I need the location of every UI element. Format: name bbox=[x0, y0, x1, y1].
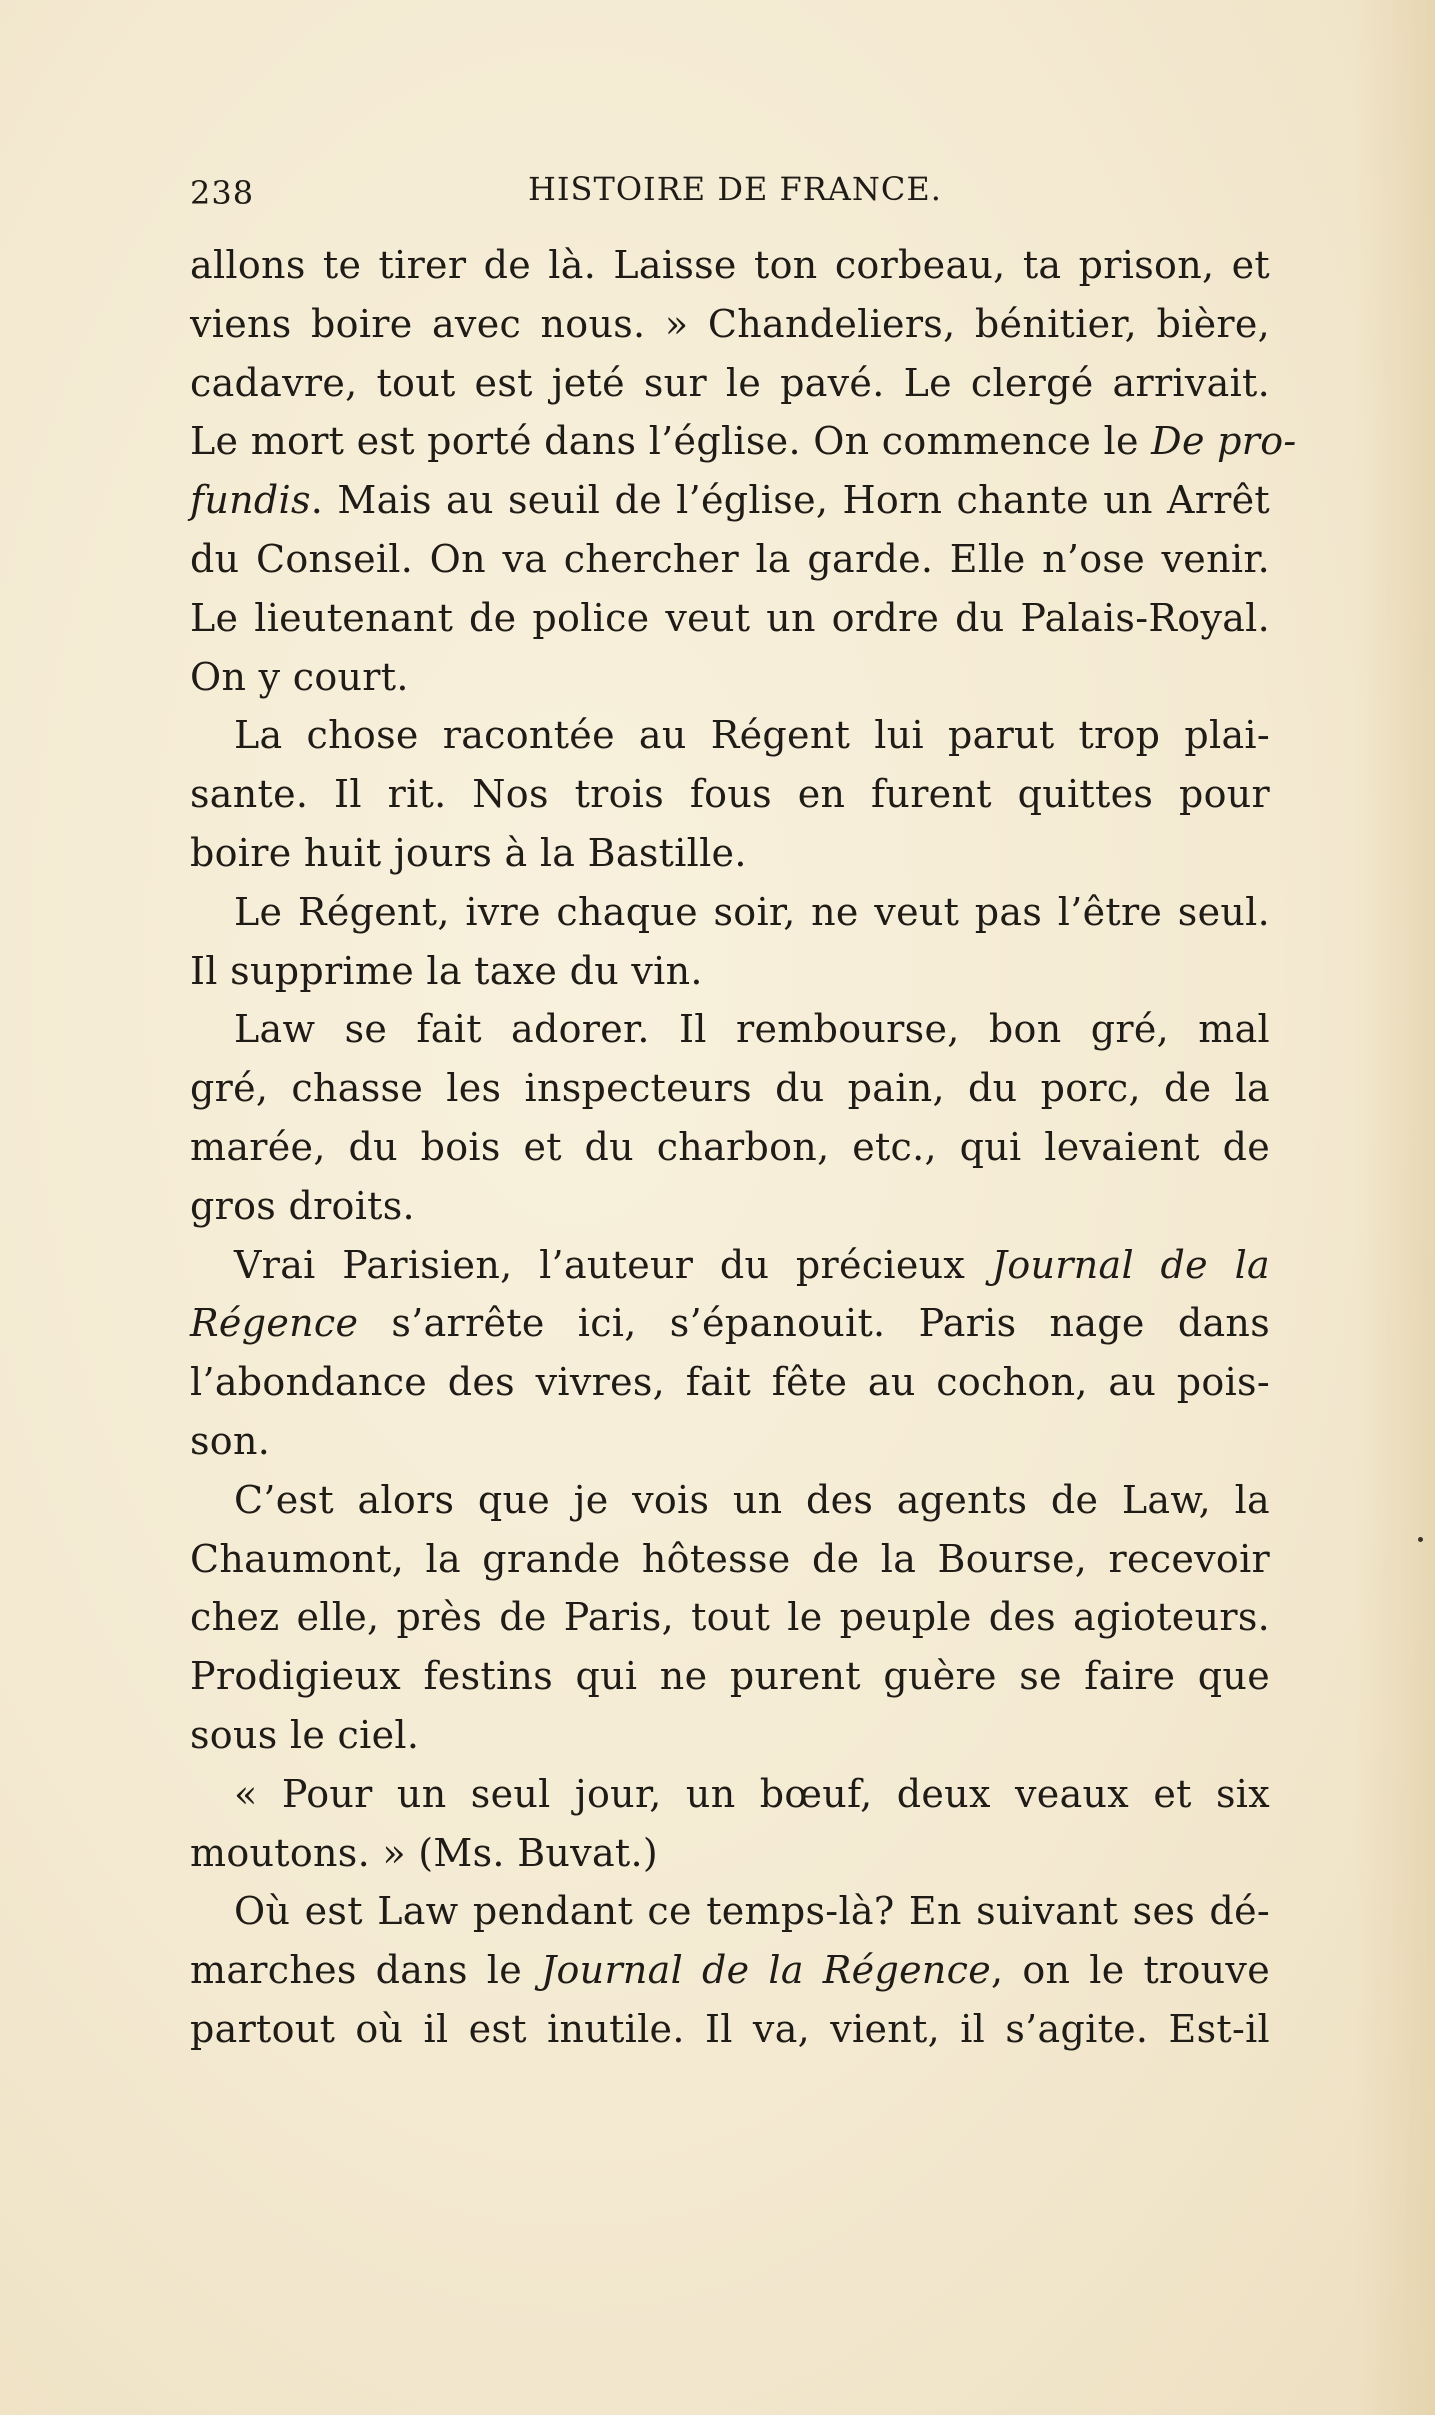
text-line: viens boire avec nous. » Chandeliers, bénitier, bière, bbox=[190, 301, 1270, 346]
text-line: marée, du bois et du charbon, etc., qui levaient de bbox=[190, 1124, 1270, 1169]
text-line: du Conseil. On va chercher la garde. Elle n’ose venir. bbox=[190, 536, 1270, 581]
text-line: fundis. Mais au seuil de l’église, Horn chante un Arrêt bbox=[190, 478, 1270, 523]
running-head bbox=[190, 170, 1270, 220]
text-line: sante. Il rit. Nos trois fous en furent quittes pour bbox=[190, 772, 1270, 817]
body-text bbox=[190, 236, 1297, 2059]
text-line: Prodigieux festins qui ne purent guère se faire que bbox=[190, 1654, 1270, 1699]
text-line: son. bbox=[190, 1418, 271, 1463]
text-line: Régence s’arrête ici, s’épanouit. Paris nage dans bbox=[190, 1301, 1270, 1346]
paper-speck bbox=[1418, 1537, 1423, 1542]
text-line: l’abondance des vivres, fait fête au cochon, au pois- bbox=[190, 1360, 1270, 1405]
text-line: La chose racontée au Régent lui parut trop plai- bbox=[234, 713, 1270, 758]
text-line: Chaumont, la grande hôtesse de la Bourse, recevoir bbox=[190, 1536, 1270, 1581]
text-line: moutons. » (Ms. Buvat.) bbox=[190, 1830, 658, 1875]
text-line: Le lieutenant de police veut un ordre du Palais-Royal. bbox=[190, 595, 1270, 640]
text-line: gré, chasse les inspecteurs du pain, du porc, de la bbox=[190, 1066, 1270, 1111]
text-line: marches dans le Journal de la Régence, on le trouve bbox=[190, 1948, 1270, 1993]
text-line: cadavre, tout est jeté sur le pavé. Le clergé arrivait. bbox=[190, 360, 1270, 405]
text-line: allons te tirer de là. Laisse ton corbeau, ta prison, et bbox=[190, 243, 1270, 287]
text-line: gros droits. bbox=[190, 1183, 415, 1228]
text-line: Où est Law pendant ce temps-là? En suivant ses dé- bbox=[234, 1889, 1270, 1934]
text-line: Il supprime la taxe du vin. bbox=[190, 948, 703, 993]
text-line: Le mort est porté dans l’église. On commence le De pro- bbox=[190, 419, 1297, 464]
text-line: boire huit jours à la Bastille. bbox=[190, 830, 747, 875]
text-line: sous le ciel. bbox=[190, 1712, 420, 1757]
page-edge-shadow bbox=[1355, 0, 1435, 2415]
text-line: Le Régent, ivre chaque soir, ne veut pas l’être seul. bbox=[234, 889, 1270, 934]
text-line: On y court. bbox=[190, 654, 409, 699]
text-line: Law se fait adorer. Il rembourse, bon gré, mal bbox=[234, 1007, 1270, 1052]
header-title: HISTOIRE DE FRANCE. bbox=[528, 170, 942, 208]
text-line: chez elle, près de Paris, tout le peuple des agioteurs. bbox=[190, 1595, 1270, 1640]
text-line: partout où il est inutile. Il va, vient, il s’agite. Est-il bbox=[190, 2006, 1270, 2051]
text-line: Vrai Parisien, l’auteur du précieux Journal de la bbox=[234, 1242, 1270, 1287]
page-number: 238 bbox=[190, 174, 255, 212]
text-line: « Pour un seul jour, un bœuf, deux veaux et six bbox=[234, 1771, 1270, 1816]
text-line: C’est alors que je vois un des agents de Law, la bbox=[234, 1477, 1270, 1522]
